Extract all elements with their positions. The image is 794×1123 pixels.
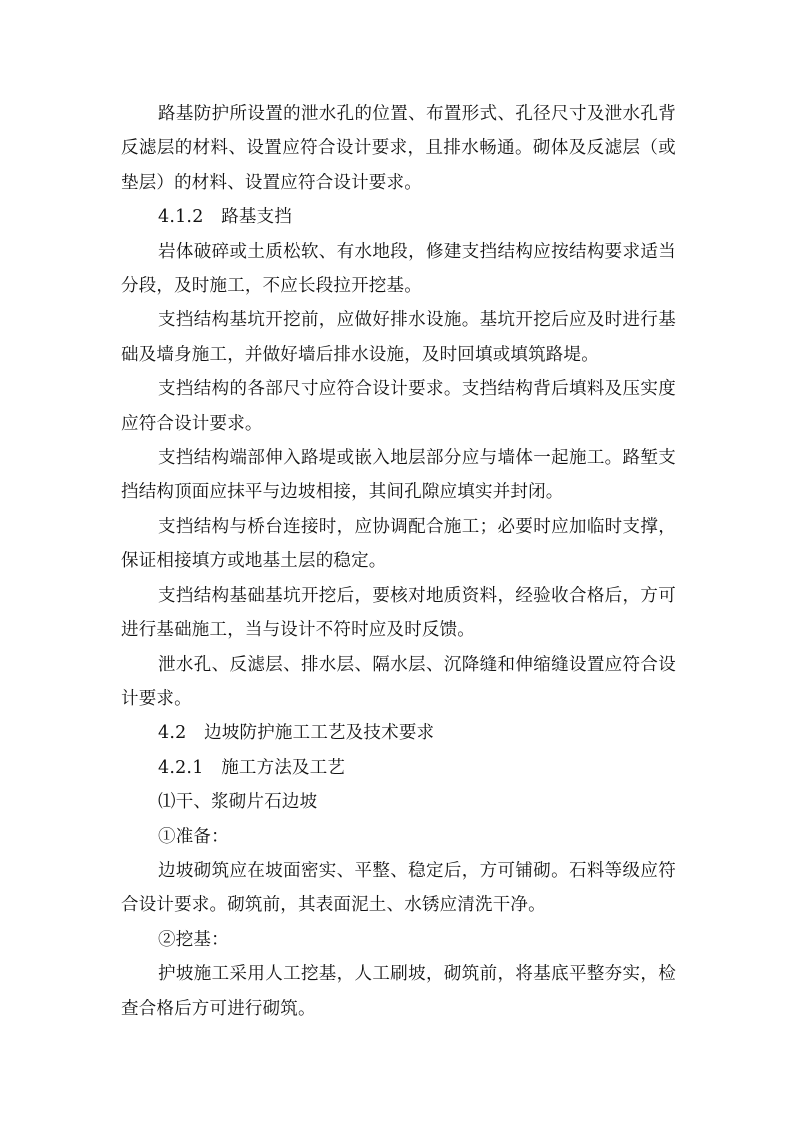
step-heading-preparation: ①准备：: [158, 826, 229, 847]
paragraph-preparation: 边坡砌筑应在坡面密实、平整、稳定后，方可铺砌。石料等级应符合设计要求。砌筑前，其表面泥土、水锈应清洗干净。: [121, 860, 676, 916]
paragraph-abutment-connection: 支挡结构与桥台连接时，应协调配合施工；必要时应加临时支撑，保证相接填方或地基土层的稳定。: [121, 516, 676, 572]
section-heading-4-2-1: 4.2.1 施工方法及工艺: [158, 757, 346, 778]
section-heading-4-2: 4.2 边坡防护施工工艺及技术要求: [158, 723, 435, 744]
paragraph-foundation-pit-drainage: 支挡结构基坑开挖前，应做好排水设施。基坑开挖后应及时进行基础及墙身施工，并做好墙后排水设施，及时回填或填筑路堤。: [121, 310, 676, 365]
paragraph-excavation: 护坡施工采用人工挖基，人工刷坡，砌筑前，将基底平整夯实，检查合格后方可进行砌筑。: [121, 964, 676, 1019]
paragraph-drainage-holes: 路基防护所设置的泄水孔的位置、布置形式、孔径尺寸及泄水孔背反滤层的材料、设置应符合设计要求，且排水畅通。砌体及反滤层（或垫层）的材料、设置应符合设计要求。: [121, 104, 676, 193]
paragraph-end-embedding: 支挡结构端部伸入路堤或嵌入地层部分应与墙体一起施工。路堑支挡结构顶面应抹平与边坡相接，其间孔隙应填实并封闭。: [121, 448, 676, 503]
paragraph-dimensions-requirements: 支挡结构的各部尺寸应符合设计要求。支挡结构背后填料及压实度应符合设计要求。: [121, 379, 676, 434]
section-heading-4-1-2: 4.1.2 路基支挡: [158, 207, 293, 228]
step-heading-excavation: ②挖基：: [158, 929, 229, 950]
paragraph-joints-requirements: 泄水孔、反滤层、排水层、隔水层、沉降缝和伸缩缝设置应符合设计要求。: [121, 654, 676, 709]
paragraph-geology-verification: 支挡结构基础基坑开挖后，要核对地质资料，经验收合格后，方可进行基础施工，当与设计不符时应及时反馈。: [121, 585, 676, 641]
document-body: [121, 97, 676, 1026]
subheading-stone-slope: ⑴干、浆砌片石边坡: [158, 792, 318, 813]
paragraph-segmented-construction: 岩体破碎或土质松软、有水地段，修建支挡结构应按结构要求适当分段，及时施工，不应长段拉开挖基。: [121, 241, 676, 297]
